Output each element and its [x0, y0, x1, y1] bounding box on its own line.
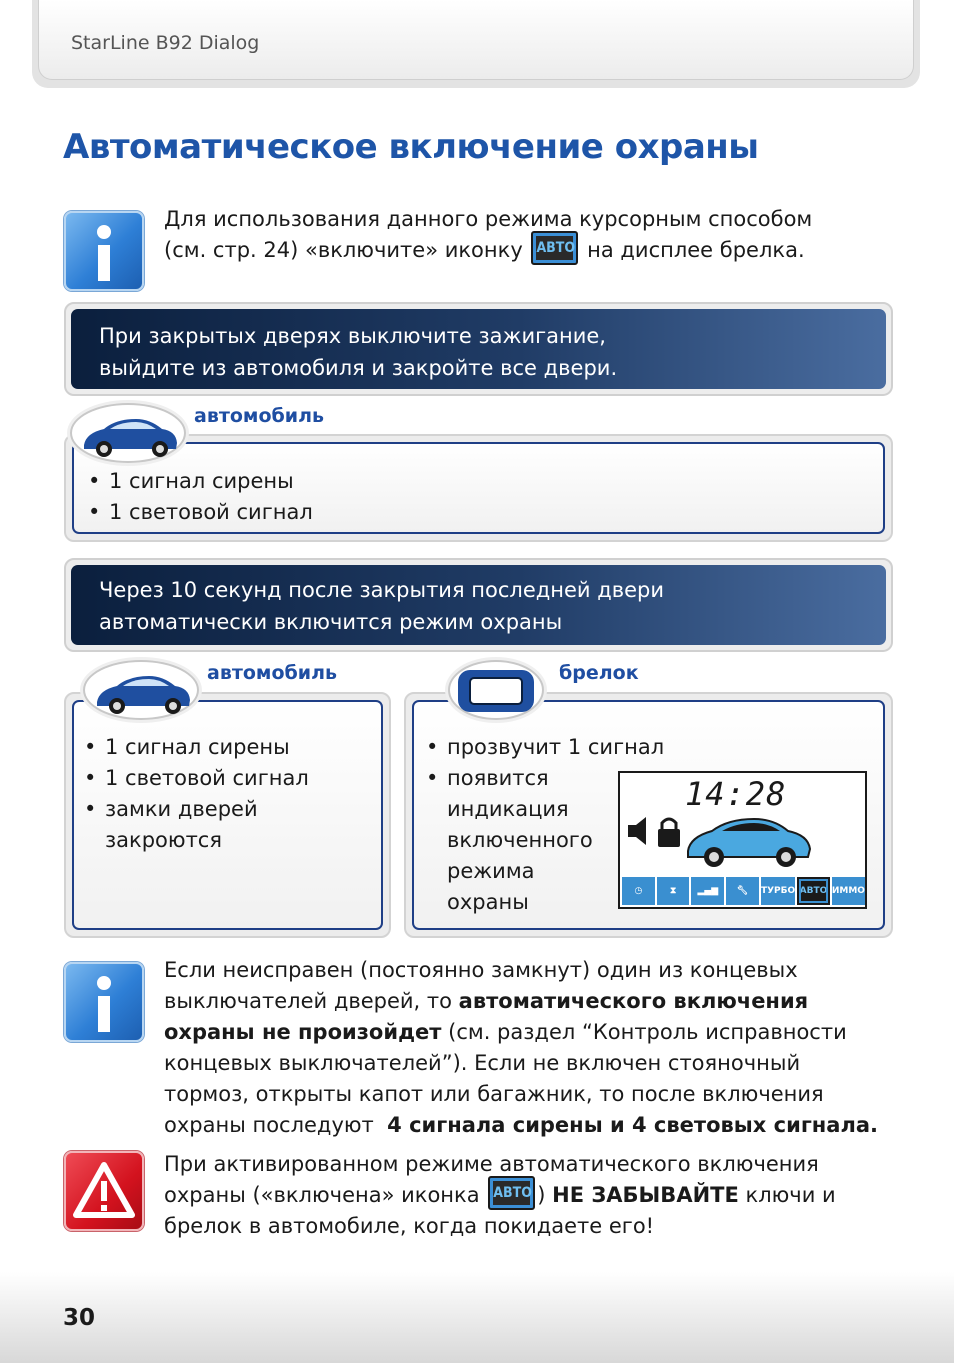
header-brand: StarLine B92 Dialog	[71, 32, 260, 54]
warning-text	[164, 1149, 904, 1242]
list-item: охраны	[447, 890, 529, 914]
warning-line-2: охраны («включена» иконка АВТО ) НЕ ЗАБЫВАЙТЕ ключи и	[164, 1180, 904, 1211]
card-1-label: автомобиль	[194, 405, 325, 427]
car-card-2	[64, 692, 391, 938]
avto-badge-icon: АВТО	[531, 231, 578, 265]
fob-lcd-screen	[618, 771, 867, 909]
step-1-line-1: При закрытых дверях выключите зажигание,	[99, 324, 606, 348]
page-footer	[0, 1272, 954, 1363]
lcd-immo-icon: ИММО	[832, 877, 865, 905]
car-card-1	[64, 434, 893, 542]
step-2-line-1: Через 10 секунд после закрытия последней двери	[99, 578, 665, 602]
intro-line-2: (см. стр. 24) «включите» иконку АВТО на дисплее брелка.	[164, 235, 864, 266]
info-icon	[64, 962, 144, 1042]
list-item: • 1 сигнал сирены	[88, 466, 313, 497]
lcd-icon-bar	[622, 877, 865, 905]
signal-icon: ▂▄▆	[691, 877, 724, 905]
lcd-avto-icon: АВТО	[797, 877, 830, 905]
page-title: Автоматическое включение охраны	[63, 127, 759, 167]
lcd-turbo-icon: ТУРБО	[761, 877, 795, 905]
step-2-line-2: автоматически включится режим охраны	[99, 610, 563, 634]
intro-line-1: Для использования данного режима курсорным способом	[164, 207, 813, 231]
wrench-icon: 🔧︎	[726, 877, 759, 905]
list-item: • замки дверей	[84, 794, 309, 825]
list-item: индикация	[447, 797, 569, 821]
info-icon	[64, 211, 144, 291]
page-header-tab	[38, 0, 914, 80]
note-text	[164, 955, 904, 1141]
card-car-label: автомобиль	[207, 662, 338, 684]
warning-line-3: брелок в автомобиле, когда покидаете его!	[164, 1214, 655, 1238]
list-item: • появится	[426, 763, 664, 794]
warning-line-1: При активированном режиме автоматического включения	[164, 1152, 819, 1176]
car-icon	[83, 660, 199, 720]
note-line-2: выключателей дверей, то автоматического включения	[164, 989, 809, 1013]
note-line-5: тормоз, открыты капот или багажник, то после включения	[164, 1082, 824, 1106]
list-item: • 1 сигнал сирены	[84, 732, 309, 763]
card-fob-label: брелок	[559, 662, 639, 684]
list-item: • прозвучит 1 сигнал	[426, 732, 664, 763]
warning-icon	[64, 1151, 144, 1231]
avto-badge-icon: АВТО	[488, 1176, 535, 1210]
step-1-panel	[64, 302, 893, 396]
page-number: 30	[63, 1305, 96, 1331]
key-fob-icon	[448, 660, 544, 720]
clock-icon: ◷	[622, 877, 655, 905]
list-item: режима	[447, 859, 535, 883]
list-item: • 1 световой сигнал	[88, 497, 313, 528]
siren-lock-icon	[624, 811, 684, 851]
note-line-3: охраны не произойдет (см. раздел “Контроль исправности	[164, 1020, 847, 1044]
hourglass-icon: ⧗	[657, 877, 690, 905]
list-item: включенного	[447, 828, 593, 852]
intro-text	[164, 204, 864, 266]
car-icon	[70, 403, 186, 463]
list-item: • 1 световой сигнал	[84, 763, 309, 794]
note-line-4: концевых выключателей”). Если не включен стояночный	[164, 1051, 801, 1075]
note-line-6: охраны последуют 4 сигнала сирены и 4 световых сигнала.	[164, 1113, 878, 1137]
list-item: закроются	[105, 828, 222, 852]
car-icon	[684, 809, 814, 869]
note-line-1: Если неисправен (постоянно замкнут) один из концевых	[164, 958, 798, 982]
lcd-time: 14:28	[685, 775, 787, 813]
step-2-panel	[64, 558, 893, 652]
step-1-line-2: выйдите из автомобиля и закройте все двери.	[99, 356, 618, 380]
page-header	[32, 0, 920, 88]
